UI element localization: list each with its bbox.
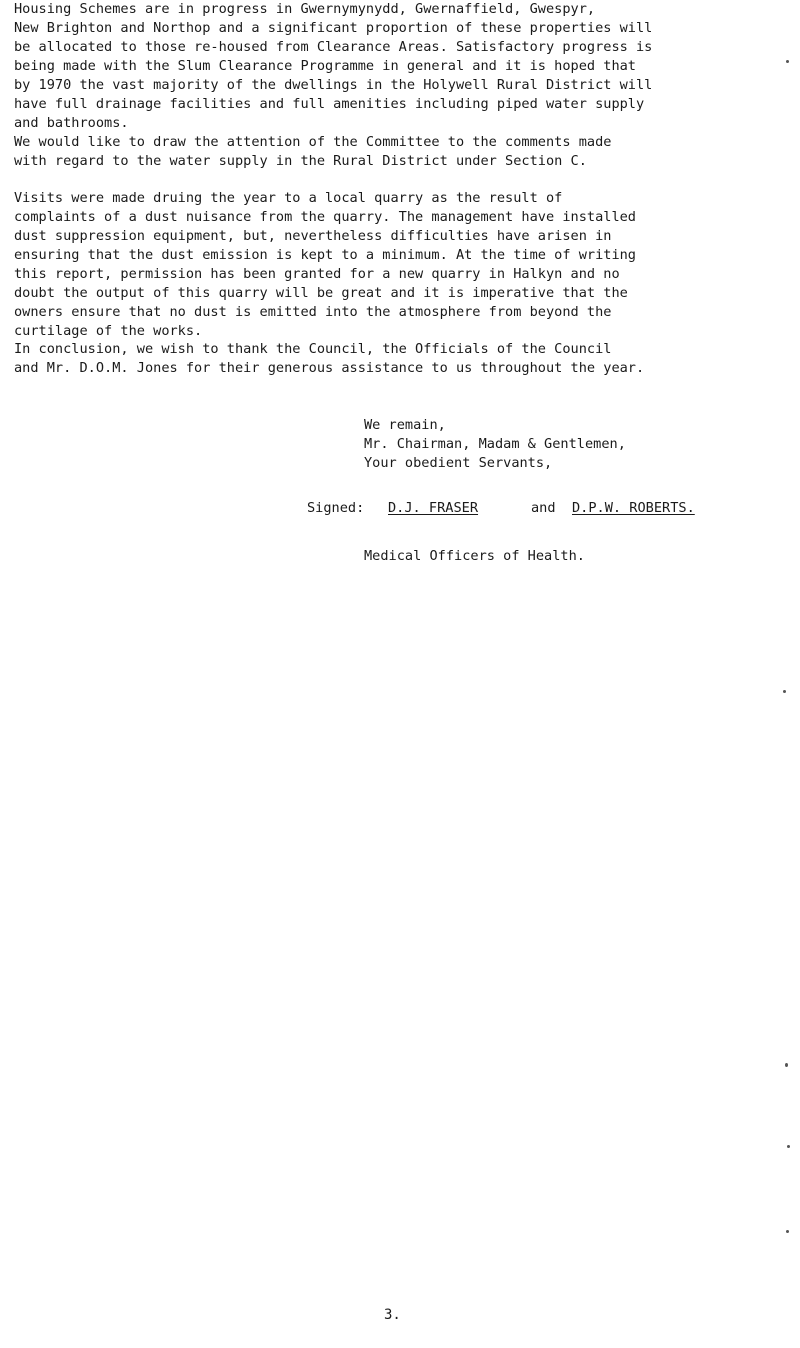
text-line: owners ensure that no dust is emitted into the atmosphere from beyond the: [14, 304, 612, 320]
signature-conjunction: and: [531, 500, 556, 516]
text-line: have full drainage facilities and full amenities including piped water supply: [14, 96, 645, 112]
paragraph-housing-schemes: [14, 0, 800, 133]
text-line: this report, permission has been granted for a new quarry in Halkyn and no: [14, 266, 620, 282]
text-line: doubt the output of this quarry will be great and it is imperative that the: [14, 285, 628, 301]
scan-speck: [786, 60, 789, 63]
paragraph-water-supply: [14, 133, 800, 171]
text-line: Visits were made druing the year to a local quarry as the result of: [14, 190, 563, 206]
signatory-name-fraser: D.J. FRASER: [388, 500, 479, 516]
text-line: ensuring that the dust emission is kept to a minimum. At the time of writing: [14, 247, 636, 263]
scan-speck: [787, 1145, 790, 1148]
text-line: being made with the Slum Clearance Programme in general and it is hoped that: [14, 58, 636, 74]
scan-speck: [785, 1063, 788, 1067]
signature-row: [307, 499, 695, 518]
signature-label: Signed:: [307, 500, 365, 516]
text-line: by 1970 the vast majority of the dwellings in the Holywell Rural District will: [14, 77, 653, 93]
page-number: 3.: [384, 1307, 401, 1323]
paragraph-conclusion: [14, 340, 800, 378]
text-line: dust suppression equipment, but, nevertheless difficulties have arisen in: [14, 228, 612, 244]
closing-salutation: [364, 416, 626, 473]
closing-line: Mr. Chairman, Madam & Gentlemen,: [364, 436, 626, 452]
text-line: complaints of a dust nuisance from the quarry. The management have installed: [14, 209, 636, 225]
officers-title: Medical Officers of Health.: [364, 548, 585, 564]
text-line: curtilage of the works.: [14, 323, 203, 339]
signatory-name-roberts: D.P.W. ROBERTS.: [572, 500, 695, 516]
scan-speck: [786, 1230, 789, 1233]
text-line: In conclusion, we wish to thank the Council, the Officials of the Council: [14, 341, 612, 357]
text-line: and Mr. D.O.M. Jones for their generous assistance to us throughout the year.: [14, 360, 645, 376]
scan-speck: [783, 690, 786, 693]
text-line: be allocated to those re-housed from Clearance Areas. Satisfactory progress is: [14, 39, 653, 55]
closing-line: We remain,: [364, 417, 446, 433]
text-line: New Brighton and Northop and a significant proportion of these properties will: [14, 20, 653, 36]
text-line: and bathrooms.: [14, 115, 129, 131]
text-line: We would like to draw the attention of the Committee to the comments made: [14, 134, 612, 150]
text-line: Housing Schemes are in progress in Gwernymynydd, Gwernaffield, Gwespyr,: [14, 1, 596, 17]
text-line: with regard to the water supply in the Rural District under Section C.: [14, 153, 587, 169]
paragraph-quarry-dust: [14, 189, 800, 341]
closing-line: Your obedient Servants,: [364, 455, 553, 471]
